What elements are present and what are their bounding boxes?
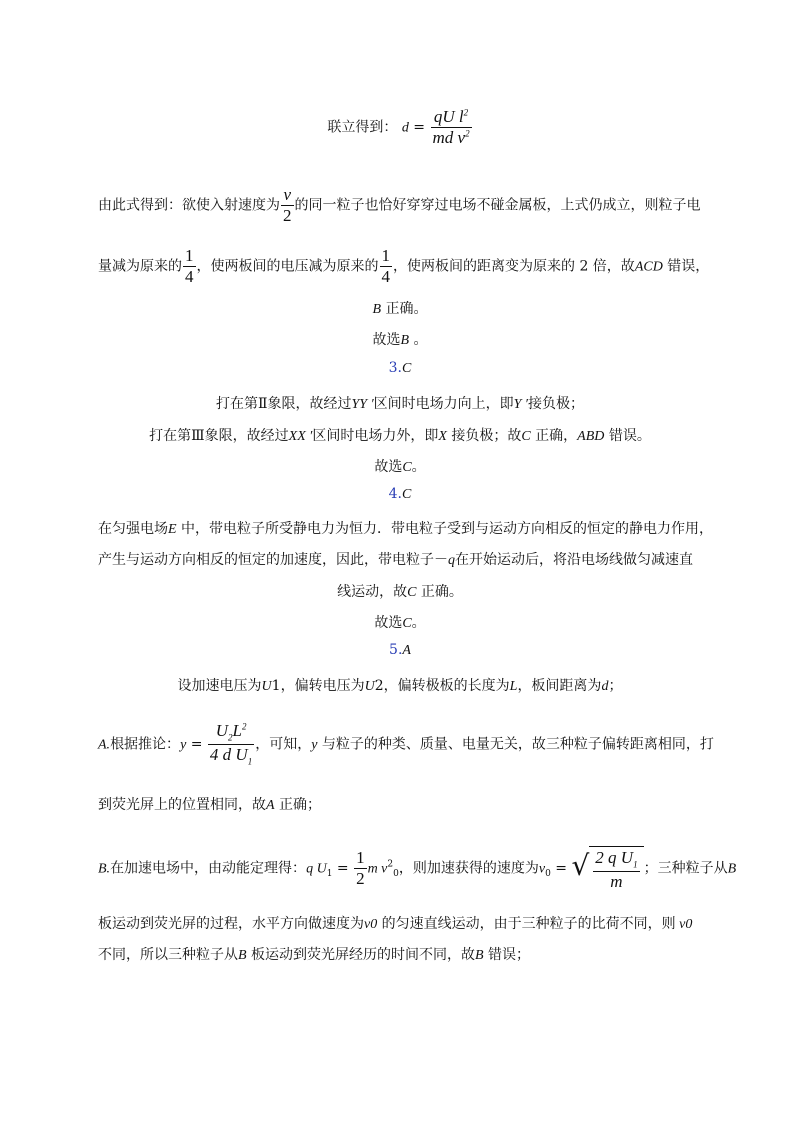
math-var: L	[509, 679, 518, 694]
math-var: d	[401, 120, 409, 136]
frac-denominator: 4 d U	[209, 744, 248, 764]
paragraph-line	[98, 944, 738, 964]
text-span: 故选	[374, 615, 403, 631]
text-span: ，使两板间的电压减为原来的	[196, 258, 379, 275]
fraction: $\frac{qU l^2}{md v^2}$	[432, 107, 470, 147]
text-span: ；三种粒子从	[643, 860, 728, 877]
text-span: 故选	[374, 459, 403, 475]
text-span: 线运动，故	[337, 584, 408, 600]
frac-denominator: 4	[185, 266, 194, 286]
text-span: 量减为原来的	[98, 258, 182, 275]
math-var: v0	[364, 917, 378, 932]
paragraph-line	[0, 675, 800, 695]
text-span: 错误。	[604, 428, 651, 444]
paragraph-line	[0, 425, 800, 445]
fraction: $\frac{2 q U_1}{m}$	[595, 848, 638, 891]
text-span: ，板间距离为	[517, 678, 602, 694]
question-header-3	[0, 360, 800, 377]
text-span: 正确；	[274, 797, 322, 813]
math-var: A	[266, 798, 275, 813]
answer-line	[0, 456, 800, 476]
text-span: ，则加速获得的速度为	[398, 860, 539, 877]
equation-line-d: 联立得到： d = $\frac{qU l^2}{md v^2}$	[327, 107, 470, 147]
text-span: 。	[409, 332, 428, 348]
text-span: 正确。	[381, 301, 428, 317]
paragraph-line: B.在加速电场中，由动能定理得：q $U_1$ = $\frac{1}{2}$ m $v^2_0$，则加速获得的速度为$v_0$ = √ $\frac{2 q U_1}{m}$ ；三种粒子从B	[98, 848, 737, 891]
text-span: 的匀速直线运动，由于三种粒子的比荷不同，则	[377, 916, 676, 932]
option-label: B.	[98, 861, 111, 877]
fraction	[281, 186, 294, 225]
text-span: 不同，所以三种粒子从	[98, 947, 238, 963]
math-var: v	[538, 861, 546, 877]
answer-line	[0, 329, 800, 349]
paragraph-line	[0, 298, 800, 318]
text-span: 根据推论：	[110, 736, 181, 753]
text-span: 到荧光屏上的位置相同，故	[98, 797, 266, 813]
math-var: v0	[675, 917, 693, 932]
frac-denominator: m	[610, 871, 623, 891]
sqrt-expression: √ $\frac{2 q U_1}{m}$	[571, 846, 643, 891]
paragraph-line: A.根据推论：y = $\frac{U_2L^2}{4 d U_1}$ ，可知，y 与粒子的种类、质量、电量无关，故三种粒子偏转距离相同，打	[98, 721, 714, 767]
text-span: ，可知，	[255, 736, 312, 753]
paragraph-line	[98, 518, 738, 538]
frac-denominator: md v	[432, 127, 466, 147]
math-var: B	[475, 948, 484, 963]
math-var: X	[438, 429, 447, 444]
math-var: C	[521, 429, 531, 444]
question-number: 5.	[389, 642, 403, 658]
text-span: 2	[374, 678, 384, 694]
text-span: 接负极；	[528, 396, 584, 412]
question-header-5	[0, 642, 800, 659]
math-var: U	[364, 679, 375, 694]
math-var: Y ′	[513, 397, 528, 412]
math-var: C	[407, 585, 417, 600]
text-span: 板运动到荧光屏的过程，水平方向做速度为	[98, 916, 364, 932]
text-span: 打在第Ⅲ象限，故经过	[149, 428, 289, 444]
paragraph-line	[98, 247, 738, 286]
text-span: 产生与运动方向相反的恒定的加速度，因此，带电粒子－	[98, 552, 448, 568]
frac-denominator: 2	[283, 205, 292, 225]
frac-numerator: 2 q U	[595, 848, 634, 867]
text-span: 正确。	[416, 584, 463, 600]
math-var: B	[238, 948, 247, 963]
paragraph-line	[98, 913, 738, 933]
math-var: C	[402, 460, 412, 475]
math-var: y	[311, 737, 318, 753]
paragraph-line	[98, 794, 738, 814]
text-span: ，偏转极板的长度为	[383, 678, 510, 694]
math-var: C	[402, 616, 412, 631]
math-var: ACD	[634, 259, 663, 275]
paragraph-line	[0, 581, 800, 601]
text-span: 联立得到：	[327, 119, 398, 136]
text-span: 在加速电场中，由动能定理得：	[110, 860, 307, 877]
text-span: 板运动到荧光屏经历的时间不同，故	[246, 947, 476, 963]
paragraph-line	[98, 186, 738, 225]
paragraph-line	[98, 549, 738, 569]
fraction	[354, 849, 367, 888]
text-span: ；	[608, 678, 623, 694]
text-span: 。	[411, 615, 426, 631]
math-var: m v	[367, 861, 388, 877]
math-var: q U	[306, 861, 327, 877]
text-span: 中，带电粒子所受静电力为恒力．带电粒子受到与运动方向相反的恒定的静电力作用，	[176, 521, 714, 537]
text-span: 错误；	[483, 947, 531, 963]
text-span: 区间时电场力向上，即	[373, 396, 514, 412]
math-var: U	[261, 679, 272, 694]
frac-numerator: 1	[185, 246, 194, 265]
paragraph-line	[0, 393, 800, 413]
text-span: 区间时电场力外，即	[312, 428, 439, 444]
text-span: 与粒子的种类、质量、电量无关，故三种粒子偏转距离相同，打	[317, 736, 714, 753]
text-span: 故选	[372, 332, 401, 348]
frac-numerator: 1	[381, 246, 390, 265]
math-var: B	[372, 302, 382, 317]
question-number: 4.	[388, 486, 402, 502]
text-span: ，使两板间的距离变为原来的 2 倍，故	[393, 258, 635, 275]
text-span: 打在第Ⅱ象限，故经过	[215, 396, 352, 412]
frac-numerator: 1	[356, 848, 365, 867]
math-var: d	[601, 679, 609, 694]
math-var: XX ′	[288, 429, 313, 444]
math-var: YY ′	[351, 397, 374, 412]
question-answer: C	[402, 487, 412, 502]
frac-numerator: v	[283, 185, 292, 204]
text-span: 错误，	[662, 258, 710, 275]
text-span: 设加速电压为	[177, 678, 262, 694]
frac-denominator: 4	[381, 266, 390, 286]
math-var: ABD	[577, 429, 605, 444]
question-number: 3.	[388, 360, 402, 376]
text-span: 的同一粒子也恰好穿穿过电场不碰金属板，上式仍成立，则粒子电	[294, 197, 701, 214]
text-span: 正确，	[530, 428, 578, 444]
fraction: $\frac{U_2L^2}{4 d U_1}$	[209, 721, 253, 767]
question-header-4	[0, 486, 800, 503]
answer-line	[0, 612, 800, 632]
option-label: A.	[98, 737, 111, 753]
frac-numerator: U	[215, 721, 228, 740]
math-var: B	[727, 861, 737, 877]
frac-denominator: 2	[356, 868, 365, 888]
fraction	[183, 247, 196, 286]
math-var: q	[448, 553, 455, 568]
question-answer: A	[402, 643, 411, 658]
math-var: y	[180, 737, 187, 753]
question-answer: C	[402, 361, 412, 376]
text-span: 在匀强电场	[98, 521, 168, 537]
text-span: 在开始运动后，将沿电场线做匀减速直	[455, 552, 693, 568]
text-span: 接负极；故	[446, 428, 522, 444]
text-span: 。	[411, 459, 426, 475]
text-span: 1	[271, 678, 281, 694]
frac-numerator: qU l	[433, 107, 464, 126]
text-span: 由此式得到：欲使入射速度为	[98, 197, 280, 214]
fraction	[380, 247, 393, 286]
text-span: ，偏转电压为	[280, 678, 365, 694]
math-var: B	[400, 333, 410, 348]
math-var: E	[168, 522, 177, 537]
